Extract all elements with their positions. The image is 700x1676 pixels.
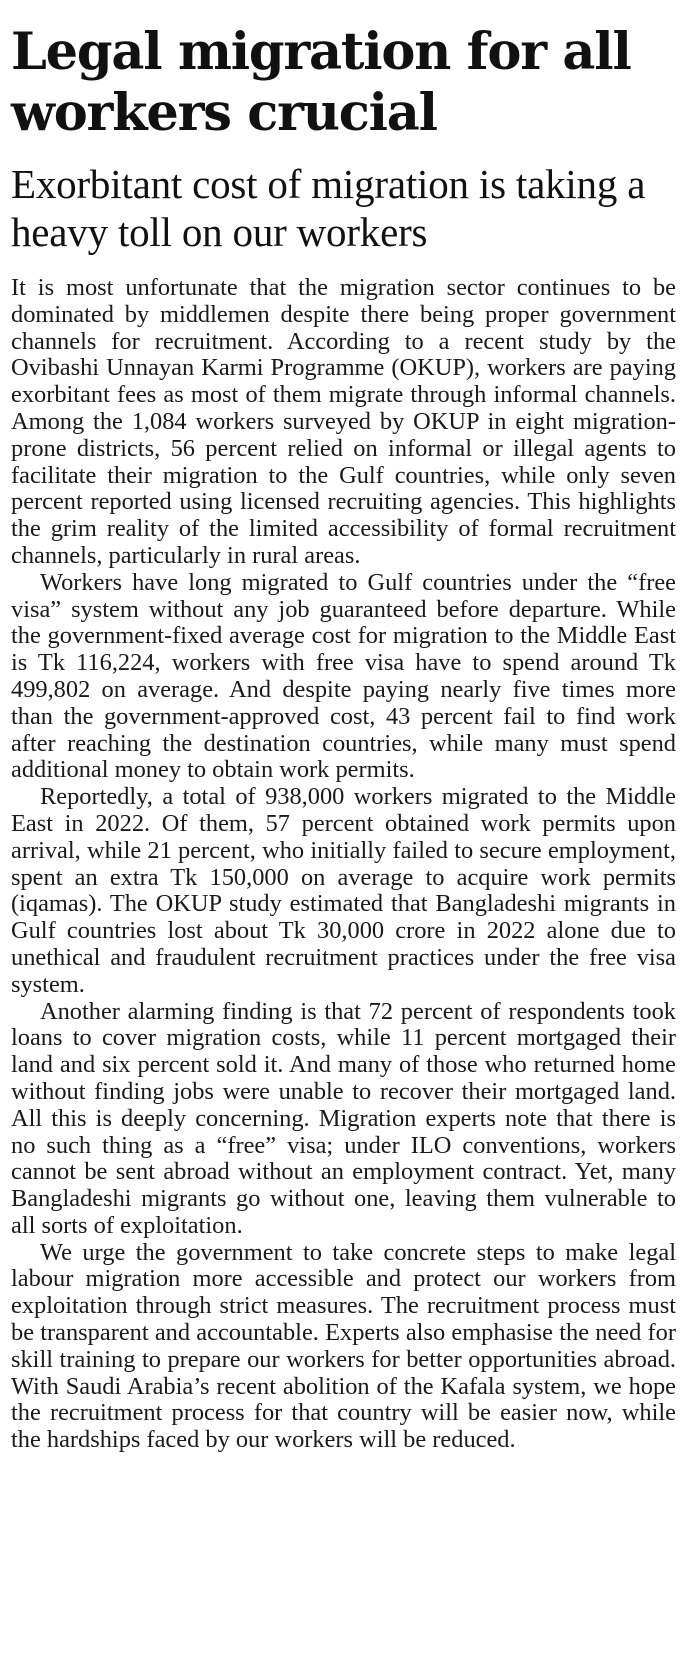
body-paragraph: Another alarming finding is that 72 percent of respondents took loans to cover migration costs, while 11 percent mortgaged their land and six percent sold it. And many of those who returned home without finding jobs were unable to recover their mortgaged land. All this is deeply concerning. Migration experts note that there is no such thing as a “free” visa; under ILO conventions, workers cannot be sent abroad without an employment contract. Yet, many Bangladeshi migrants go without one, leaving them vulnerable to all sorts of exploitation. xyxy=(11,997,676,1239)
body-paragraph: Workers have long migrated to Gulf countries under the “free visa” system without any job guaranteed before departure. While the government-fixed average cost for migration to the Middle East is Tk 116,224, workers with free visa have to spend around Tk 499,802 on average. And despite paying nearly five times more than the government-approved cost, 43 percent fail to find work after reaching the destination countries, while many must spend additional money to obtain work permits. xyxy=(11,568,676,784)
headline: Legal migration for all workers crucial xyxy=(11,22,631,143)
body-paragraph: Reportedly, a total of 938,000 workers migrated to the Middle East in 2022. Of them, 57 percent obtained work permits upon arrival, while 21 percent, who initially failed to secure employment, spent an extra Tk 150,000 on average to acquire work permits (iqamas). The OKUP study estimated that Bangladeshi migrants in Gulf countries lost about Tk 30,000 crore in 2022 alone due to unethical and fraudulent recruitment practices under the free visa system. xyxy=(11,783,676,998)
article-body xyxy=(11,275,676,1454)
body-paragraph: We urge the government to take concrete steps to make legal labour migration more accessible and protect our workers from exploitation through strict measures. The recruitment process must be transparent and accountable. Experts also emphasise the need for skill training to prepare our workers for better opportunities abroad. With Saudi Arabia’s recent abolition of the Kafala system, we hope the recruitment process for that country will be easier now, while the hardships faced by our workers will be reduced. xyxy=(11,1238,676,1454)
body-paragraph: It is most unfortunate that the migration sector continues to be dominated by middlemen despite there being proper government channels for recruitment. According to a recent study by the Ovibashi Unnayan Karmi Programme (OKUP), workers are paying exorbitant fees as most of them migrate through informal channels. Among the 1,084 workers surveyed by OKUP in eight migration-prone districts, 56 percent relied on informal or illegal agents to facilitate their migration to the Gulf countries, while only seven percent reported using licensed recruiting agencies. This highlights the grim reality of the limited accessibility of formal recruitment channels, particularly in rural areas. xyxy=(11,274,676,569)
subheadline: Exorbitant cost of migration is taking a heavy toll on our workers xyxy=(11,161,646,255)
